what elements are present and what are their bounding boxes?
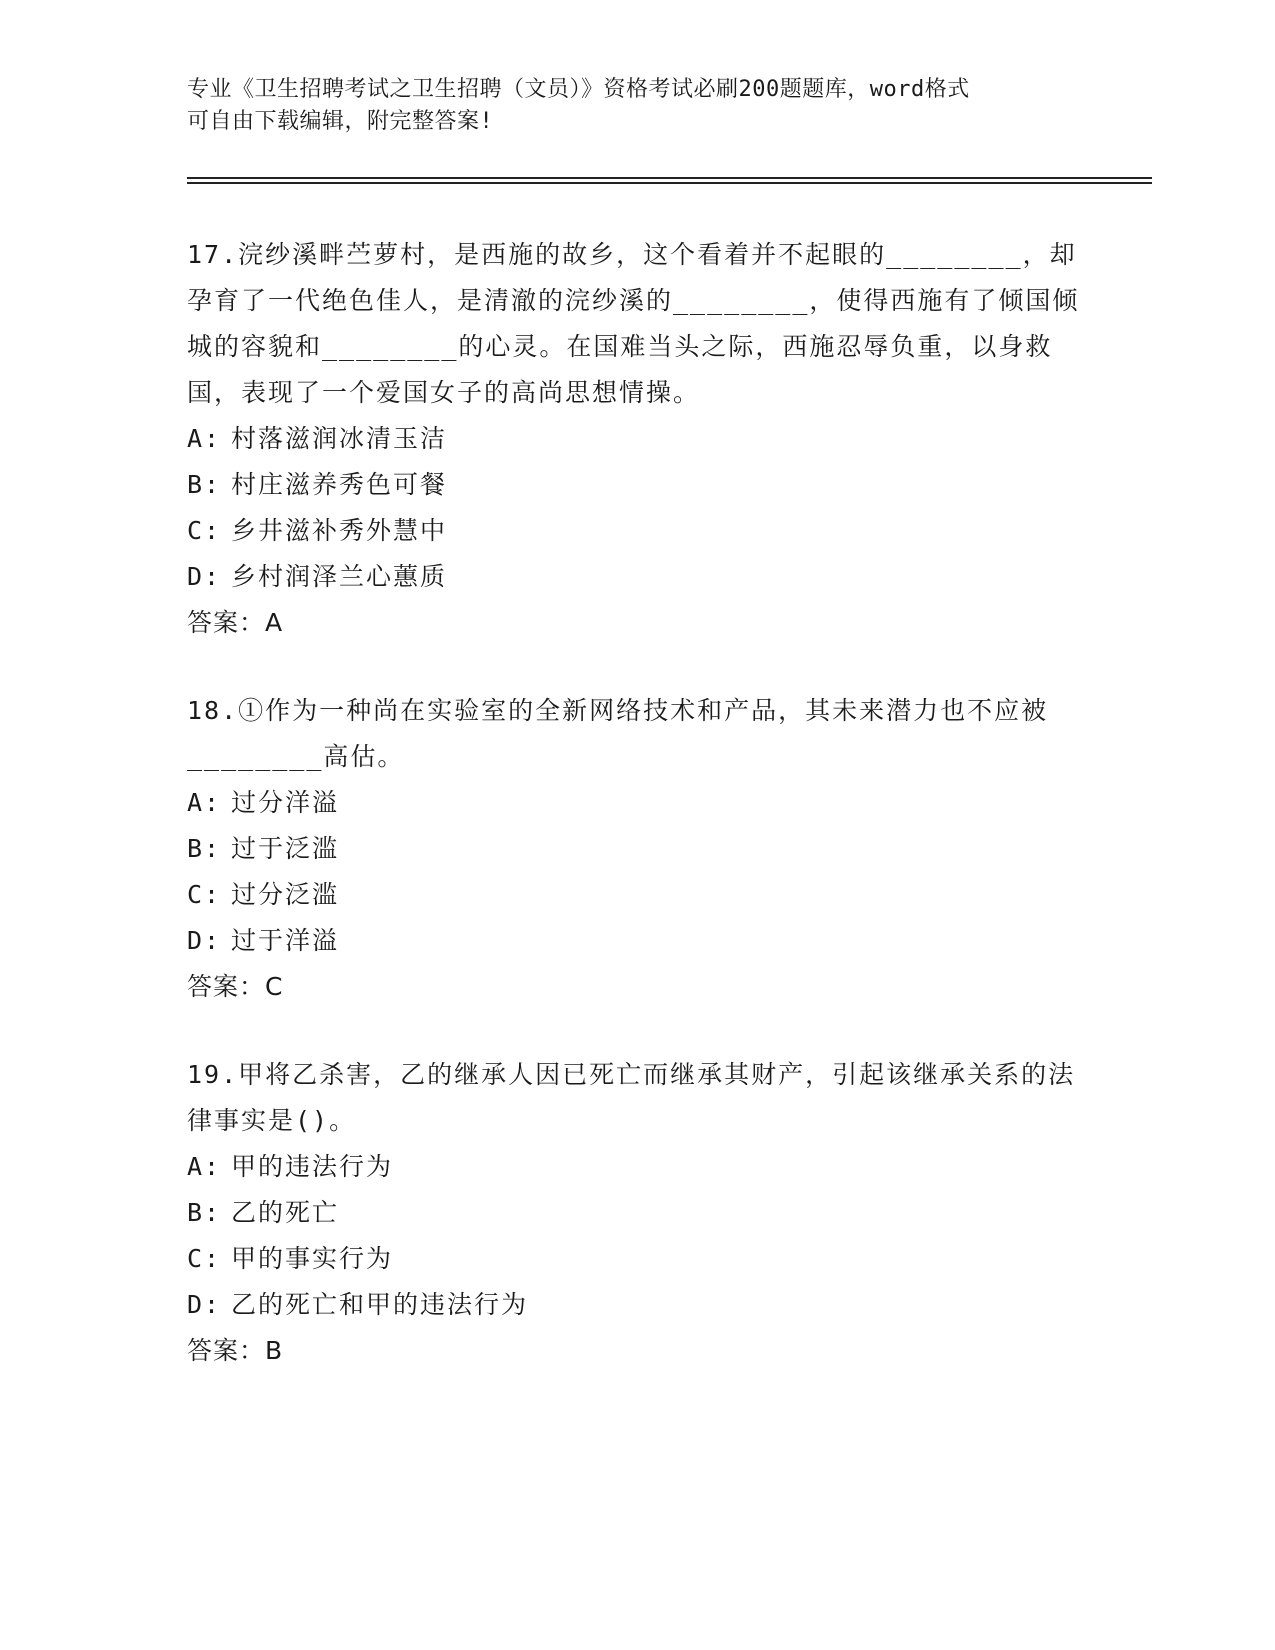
option-d <box>187 918 1087 964</box>
question-stem: 19.甲将乙杀害，乙的继承人因已死亡而继承其财产，引起该继承关系的法律事实是()。 <box>187 1060 1076 1135</box>
option-c <box>187 1236 1087 1282</box>
question-stem: 17.浣纱溪畔苎萝村，是西施的故乡，这个看着并不起眼的________，却孕育了一代绝色佳人，是清澈的浣纱溪的________，使得西施有了倾国倾城的容貌和________的心灵。在国难当头之际，西施忍辱负重，以身救国，表现了一个爱国女子的高尚思想情操。 <box>187 240 1080 407</box>
option-d <box>187 554 1087 600</box>
answer-line: 答案：C <box>187 972 284 1001</box>
option-key: B: <box>187 1198 222 1227</box>
option-key: A: <box>187 1152 222 1181</box>
option-text: 乡井滋补秀外慧中 <box>231 516 448 545</box>
option-text: 甲的事实行为 <box>231 1244 394 1273</box>
answer-line: 答案：A <box>187 608 284 637</box>
option-key: D: <box>187 1290 222 1319</box>
option-key: A: <box>187 788 222 817</box>
option-text: 过于泛滥 <box>231 834 340 863</box>
option-text: 过分泛滥 <box>231 880 340 909</box>
option-key: B: <box>187 834 222 863</box>
header-divider-bottom <box>187 182 1152 184</box>
option-text: 村落滋润冰清玉洁 <box>231 424 448 453</box>
option-text: 乙的死亡 <box>231 1198 340 1227</box>
option-key: D: <box>187 926 222 955</box>
option-a <box>187 1144 1087 1190</box>
header-divider-top <box>187 177 1152 179</box>
option-text: 过分洋溢 <box>231 788 340 817</box>
question-17 <box>187 232 1087 646</box>
option-key: A: <box>187 424 222 453</box>
option-key: D: <box>187 562 222 591</box>
option-text: 乙的死亡和甲的违法行为 <box>231 1290 529 1319</box>
option-text: 过于洋溢 <box>231 926 340 955</box>
option-key: C: <box>187 880 222 909</box>
option-c <box>187 872 1087 918</box>
header-line-1: 专业《卫生招聘考试之卫生招聘（文员）》资格考试必刷200题题库，word格式 <box>187 77 970 102</box>
option-key: C: <box>187 1244 222 1273</box>
option-b <box>187 826 1087 872</box>
option-d <box>187 1282 1087 1328</box>
option-text: 乡村润泽兰心蕙质 <box>231 562 448 591</box>
option-a <box>187 780 1087 826</box>
header-line-2: 可自由下载编辑，附完整答案! <box>187 109 494 134</box>
question-stem: 18.①作为一种尚在实验室的全新网络技术和产品，其未来潜力也不应被________高估。 <box>187 696 1049 771</box>
option-text: 甲的违法行为 <box>231 1152 394 1181</box>
option-b <box>187 462 1087 508</box>
question-19 <box>187 1052 1087 1374</box>
option-text: 村庄滋养秀色可餐 <box>231 470 448 499</box>
option-key: C: <box>187 516 222 545</box>
document-header <box>187 74 1087 138</box>
option-key: B: <box>187 470 222 499</box>
answer-line: 答案：B <box>187 1336 284 1365</box>
option-a <box>187 416 1087 462</box>
question-18 <box>187 688 1087 1010</box>
option-b <box>187 1190 1087 1236</box>
option-c <box>187 508 1087 554</box>
